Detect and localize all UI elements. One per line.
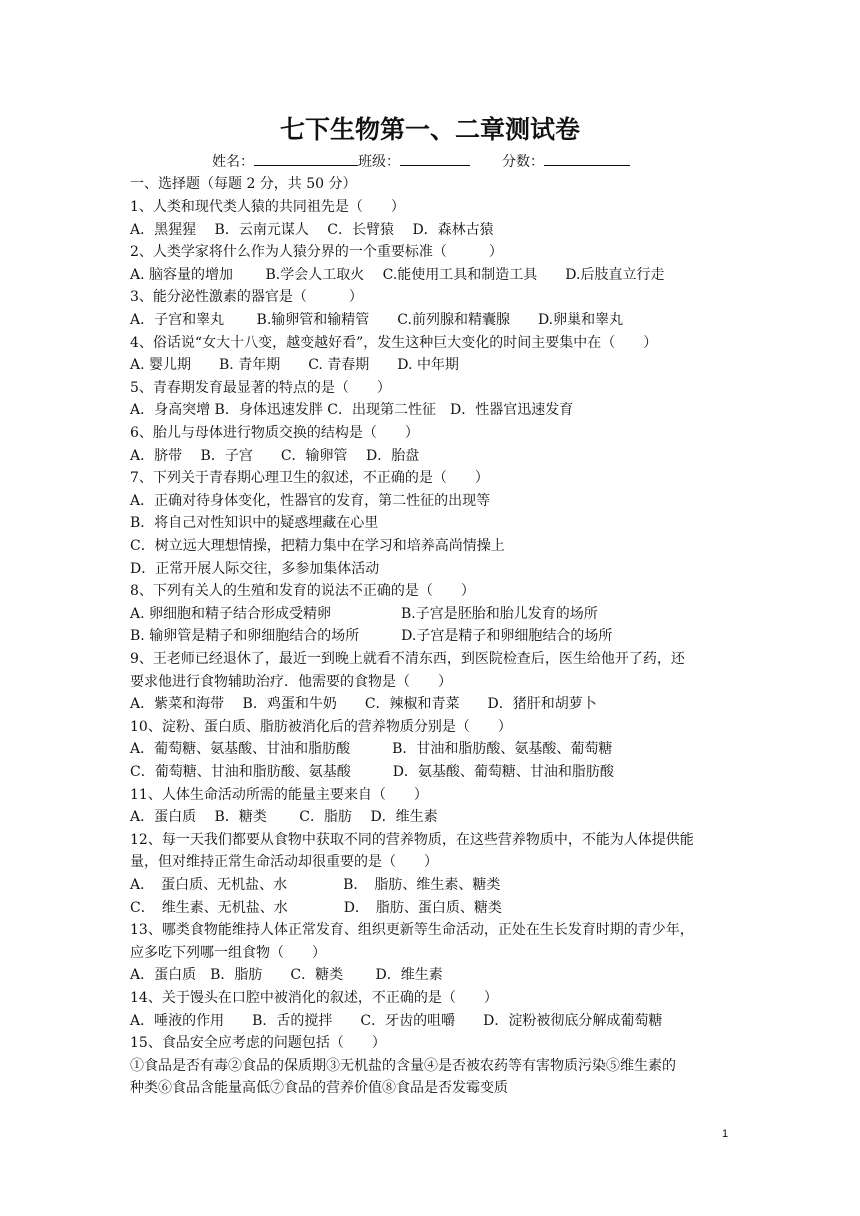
- question-line: C．树立远大理想情操，把精力集中在学习和培养高尚情操上: [130, 538, 505, 554]
- question-line: 11、人体生命活动所需的能量主要来自（ ）: [130, 786, 428, 803]
- question-line: A. 婴儿期 B. 青年期 C. 青春期 D. 中年期: [130, 357, 459, 374]
- question-line: B．将自己对性知识中的疑惑埋藏在心里: [130, 515, 379, 532]
- question-line: C． 维生素、无机盐、水 D． 脂肪、蛋白质、糖类: [130, 899, 502, 916]
- question-line: D．正常开展人际交往，多参加集体活动: [130, 560, 380, 577]
- question-line: A．葡萄糖、氨基酸、甘油和脂肪酸 B．甘油和脂肪酸、氨基酸、葡萄糖: [130, 741, 613, 758]
- question-line: 10、淀粉、蛋白质、脂肪被消化后的营养物质分别是（ ）: [130, 718, 512, 735]
- question-line: 3、能分泌性激素的器官是（ ）: [130, 289, 363, 306]
- question-line: ①食品是否有毒②食品的保质期③无机盐的含量④是否被农药等有害物质污染⑤维生素的: [130, 1057, 676, 1074]
- score-field[interactable]: [544, 150, 630, 166]
- question-line: A．蛋白质 B．糖类 C．脂肪 D．维生素: [130, 809, 438, 826]
- question-line: 2、人类学家将什么作为人猿分界的一个重要标准（ ）: [130, 244, 503, 261]
- question-line: A. 卵细胞和精子结合形成受精卵 B.子宫是胚胎和胎儿发育的场所: [130, 605, 598, 622]
- question-line: 种类⑥食品含能量高低⑦食品的营养价值⑧食品是否发霉变质: [130, 1080, 508, 1097]
- question-line: B. 输卵管是精子和卵细胞结合的场所 D.子宫是精子和卵细胞结合的场所: [130, 628, 613, 645]
- question-line: C．葡萄糖、甘油和脂肪酸、氨基酸 D．氨基酸、葡萄糖、甘油和脂肪酸: [130, 764, 614, 780]
- question-line: A．身高突增 B．身体迅速发胖 C．出现第二性征 D．性器官迅速发育: [130, 402, 574, 419]
- question-line: 7、下列关于青春期心理卫生的叙述，不正确的是（ ）: [130, 470, 489, 487]
- question-line: A．脐带 B．子宫 C．输卵管 D．胎盘: [130, 447, 420, 464]
- question-line: A．黑猩猩 B．云南元谋人 C．长臂猿 D．森林古猿: [130, 221, 494, 238]
- question-line: 6、胎儿与母体进行物质交换的结构是（ ）: [130, 425, 419, 441]
- question-line: 12、每一天我们都要从食物中获取不同的营养物质，在这些营养物质中，不能为人体提供能: [130, 831, 694, 848]
- question-line: A． 蛋白质、无机盐、水 B． 脂肪、维生素、糖类: [130, 877, 501, 893]
- page-title: 七下生物第一、二章测试卷: [279, 115, 580, 144]
- question-line: 5、青春期发育最显著的特点的是（ ）: [130, 379, 391, 396]
- student-info-line: [212, 150, 630, 171]
- question-line: 4、俗话说“女大十八变，越变越好看”，发生这种巨大变化的时间主要集中在（ ）: [130, 334, 658, 351]
- question-line: 应多吃下列哪一组食物（ ）: [130, 944, 326, 961]
- page-number: 1: [722, 1128, 729, 1140]
- score-label: 分数：: [502, 154, 544, 170]
- name-field[interactable]: [254, 150, 358, 166]
- name-label: 姓名：: [212, 154, 254, 170]
- section-heading: 一、选择题（每题 2 分，共 50 分）: [130, 176, 357, 192]
- question-line: 1、人类和现代类人猿的共同祖先是（ ）: [130, 199, 405, 215]
- class-field[interactable]: [400, 150, 470, 166]
- question-line: A．蛋白质 B．脂肪 C．糖类 D．维生素: [130, 967, 443, 984]
- question-line: A．子宫和睾丸 B.输卵管和输精管 C.前列腺和精囊腺 D.卵巢和睾丸: [130, 312, 624, 328]
- question-line: 15、食品安全应考虑的问题包括（ ）: [130, 1035, 386, 1052]
- question-line: 8、下列有关人的生殖和发育的说法不正确的是（ ）: [130, 583, 475, 600]
- question-line: 9、王老师已经退休了，最近一到晚上就看不清东西，到医院检查后，医生给他开了药，还: [130, 651, 685, 667]
- question-line: 13、哪类食物能维持人体正常发育、组织更新等生命活动，正处在生长发育时期的青少年，: [130, 922, 694, 939]
- question-line: 要求他进行食物辅助治疗．他需要的食物是（ ）: [130, 673, 452, 690]
- question-line: A．紫菜和海带 B．鸡蛋和牛奶 C．辣椒和青菜 D．猪肝和胡萝卜: [130, 696, 597, 713]
- class-label: 班级：: [358, 154, 400, 170]
- question-line: A. 脑容量的增加 B.学会人工取火 C.能使用工具和制造工具 D.后肢直立行走: [130, 266, 665, 283]
- question-line: 14、关于馒头在口腔中被消化的叙述，不正确的是（ ）: [130, 990, 498, 1006]
- question-line: 量，但对维持正常生命活动却很重要的是（ ）: [130, 854, 438, 871]
- question-line: A．唾液的作用 B．舌的搅拌 C．牙齿的咀嚼 D．淀粉被彻底分解成葡萄糖: [130, 1012, 663, 1029]
- question-line: A．正确对待身体变化，性器官的发育，第二性征的出现等: [130, 492, 491, 509]
